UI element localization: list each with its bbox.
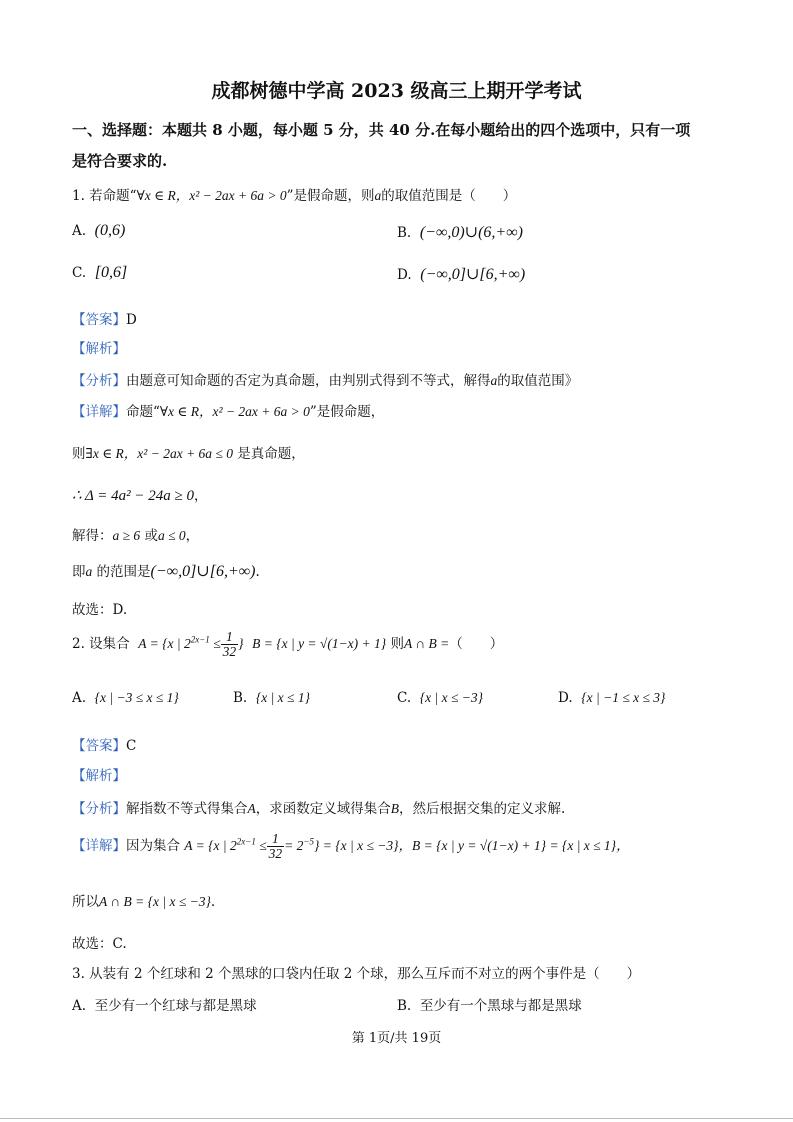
q1-l3-post: ， [185, 528, 200, 544]
q3-option-a [72, 994, 257, 1014]
q2-detail-pre: 因为集合 [126, 837, 180, 854]
q3-option-b [397, 994, 582, 1014]
detail-label: 【详解】 [72, 837, 126, 854]
q2-set-a-den: 32 [222, 644, 237, 660]
q2-answer-value: C [126, 738, 137, 754]
q1-detail-post: ”是假命题， [309, 404, 385, 420]
q2-d-res: } = {x | x ≤ −3}， [313, 837, 412, 853]
q1-stem-pre: 1. 若命题“ [72, 188, 137, 204]
option-value: [0,6] [94, 264, 128, 281]
q2-fenxi-pre: 解指数不等式得集合 [126, 801, 248, 817]
q2-option-c [397, 690, 483, 706]
q1-l3-m2: a ≤ 0 [157, 528, 186, 543]
q1-l4-post: . [255, 564, 260, 580]
q2-set-b: B = {x | y = √(1−x) + 1} [252, 635, 387, 651]
q1-line1 [72, 442, 305, 462]
q2-stem [72, 630, 503, 659]
q1-stem [72, 184, 516, 204]
q1-option-c [72, 264, 127, 282]
q1-conclusion: 故选：D. [72, 602, 128, 618]
answer-label: 【答案】 [72, 738, 126, 754]
q2-stem-end: （ ） [449, 635, 504, 652]
q1-option-a [72, 222, 125, 240]
q1-detail-pre: 命题“ [126, 404, 160, 420]
q2-stem-math: A ∩ B = [403, 635, 450, 651]
q1-l3-m1: a ≥ 6 [112, 528, 141, 543]
q2-set-a-exp: 2x−1 [190, 634, 210, 645]
q1-option-d [397, 264, 525, 284]
option-value: {x | −1 ≤ x ≤ 3} [581, 690, 666, 705]
option-letter: D. [558, 690, 573, 706]
q2-option-a [72, 690, 179, 706]
q2-fenxi-mid: ，求函数定义域得集合 [255, 801, 391, 817]
q2-l1-pre: 所以 [72, 894, 99, 910]
option-value: {x | x ≤ 1} [255, 690, 310, 705]
q1-l4-mid: 的范围是 [96, 564, 151, 580]
q2-detail [72, 832, 630, 861]
fenxi-label: 【分析】 [72, 801, 126, 817]
q2-fenxi-var2: B [390, 801, 399, 816]
answer-label: 【答案】 [72, 312, 126, 328]
q1-l3-pre: 解得： [72, 528, 113, 544]
q1-fenxi-var: a [490, 373, 498, 388]
q1-answer-value: D [126, 312, 137, 328]
q1-l3-mid: 或 [144, 528, 158, 544]
q1-l4-var: a [85, 564, 93, 579]
q1-l2-math: ∴ Δ = 4a² − 24a ≥ 0 [72, 488, 195, 504]
q2-d-exp: 2x−1 [236, 836, 256, 847]
q2-option-d [558, 690, 665, 706]
q1-l1-pre: 则 [72, 446, 86, 462]
section-heading-line2: 是符合要求的. [72, 152, 168, 170]
q2-stem-post: 则 [390, 635, 404, 652]
fenxi-label: 【分析】 [72, 373, 126, 389]
q1-line2 [72, 484, 208, 505]
q1-analysis-label: 【解析】 [72, 341, 126, 357]
q2-set-a-pre: A = {x | 2 [138, 635, 191, 651]
q2-analysis-label: 【解析】 [72, 768, 126, 784]
q2-d-num: 1 [267, 832, 285, 847]
q1-l4-math: (−∞,0]∪[6,+∞) [150, 563, 256, 580]
option-value: (−∞,0)∪(6,+∞) [419, 224, 523, 241]
q2-conclusion: 故选：C. [72, 936, 127, 952]
q1-detail-math: ∀x ∈ R，x² − 2ax + 6a > 0 [159, 404, 310, 419]
q2-set-a-close: } [238, 635, 244, 651]
q2-line1 [72, 890, 215, 910]
q1-l2-post: ， [194, 488, 208, 504]
q2-stem-pre: 2. 设集合 [72, 635, 130, 652]
q1-line4 [72, 560, 260, 581]
section-heading-line1: 一、选择题：本题共 8 小题，每小题 5 分，共 40 分.在每小题给出的四个选项中，只有一项 [72, 121, 691, 139]
option-value: (0,6) [94, 222, 126, 239]
option-letter: B. [233, 690, 248, 706]
page-footer: 第 1页/共 19页 [351, 1031, 442, 1046]
q2-l1-math: A ∩ B = {x | x ≤ −3} [99, 894, 211, 909]
option-letter: B. [397, 225, 412, 241]
q2-d-le: ≤ [259, 837, 267, 853]
q2-d-b: B = {x | y = √(1−x) + 1} = {x | x ≤ 1}， [412, 837, 630, 853]
page-title: 成都树德中学高 2023 级高三上期开学考试 [211, 80, 582, 102]
q1-answer [72, 308, 137, 328]
option-letter: A. [72, 690, 87, 706]
q2-d-exp2: −5 [303, 836, 314, 847]
q2-d-a: A = {x | 2 [184, 837, 237, 853]
q2-answer [72, 734, 136, 754]
option-letter: C. [72, 265, 87, 281]
q1-option-b [397, 222, 523, 242]
option-letter: A. [72, 998, 87, 1014]
option-value: (−∞,0]∪[6,+∞) [420, 266, 526, 283]
q1-fenxi [72, 369, 578, 389]
option-value: 至少有一个黑球与都是黑球 [419, 998, 582, 1014]
option-letter: B. [397, 998, 412, 1014]
q2-set-a-le: ≤ [213, 635, 221, 651]
q2-fenxi [72, 797, 565, 817]
q3-stem: 3. 从装有 2 个红球和 2 个黑球的口袋内任取 2 个球，那么互斥而不对立的两个事件是（ ） [72, 966, 641, 982]
q2-fenxi-var1: A [247, 801, 256, 816]
q1-line3 [72, 524, 199, 544]
q2-fenxi-post: ，然后根据交集的定义求解. [399, 801, 566, 817]
q2-set-a-num: 1 [221, 630, 239, 645]
q1-fenxi-pre: 由题意可知命题的否定为真命题，由判别式得到不等式，解得 [126, 373, 491, 389]
option-value: 至少有一个红球与都是黑球 [94, 998, 257, 1014]
detail-label: 【详解】 [72, 404, 126, 420]
q1-l1-post: 是真命题， [237, 446, 305, 462]
q1-stem-end: 的取值范围是（ ） [381, 188, 517, 204]
option-value: {x | −3 ≤ x ≤ 1} [94, 690, 179, 705]
bottom-divider [0, 1118, 793, 1119]
q2-option-b [233, 690, 310, 706]
q1-detail [72, 400, 384, 420]
q2-d-den: 32 [268, 846, 283, 862]
q1-l1-math: ∃x ∈ R，x² − 2ax + 6a ≤ 0 [85, 446, 233, 461]
option-value: {x | x ≤ −3} [419, 690, 483, 705]
q1-stem-math: ∀x ∈ R，x² − 2ax + 6a > 0 [136, 188, 287, 203]
option-letter: D. [397, 267, 412, 283]
q1-l4-pre: 即 [72, 564, 86, 580]
q2-l1-post: . [210, 894, 216, 910]
q1-stem-var: a [374, 188, 382, 203]
option-letter: A. [72, 223, 87, 239]
q2-d-eq: = 2 [284, 837, 304, 853]
option-letter: C. [397, 690, 412, 706]
q1-fenxi-post: 的取值范围》 [497, 373, 579, 389]
q1-stem-post: ”是假命题，则 [286, 188, 375, 204]
